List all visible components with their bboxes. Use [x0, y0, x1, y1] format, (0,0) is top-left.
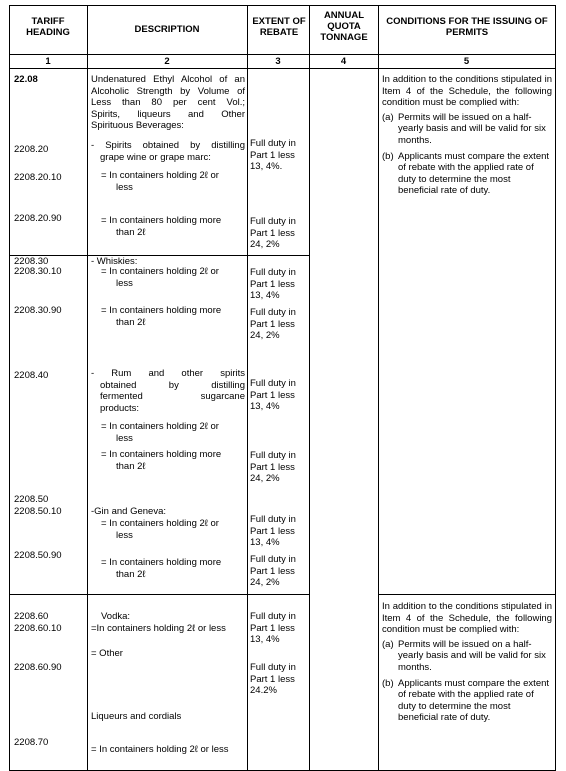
rebate-line: Full duty in	[250, 267, 296, 278]
description-2208-30: - Whiskies:	[91, 256, 138, 267]
rebate-line: Part 1 less	[250, 673, 295, 685]
rebate-2208-30-90	[250, 307, 308, 342]
description-2208-20-10	[101, 170, 245, 193]
table-border-top	[9, 5, 555, 6]
rebate-line: Part 1 less	[250, 227, 295, 239]
column-number-divider	[9, 68, 555, 69]
column-number: 2	[164, 56, 170, 67]
tariff-table	[9, 5, 555, 771]
description-line: than 2ℓ	[116, 460, 146, 472]
tariff-code: 2208.40	[14, 370, 49, 381]
column-divider	[247, 5, 248, 771]
column-number: 1	[45, 56, 51, 67]
description-line: less	[116, 529, 133, 541]
description-line: Spirituous Beverages:	[91, 120, 184, 132]
description-line: = In containers holding 2ℓ or	[101, 421, 219, 432]
rebate-line: Part 1 less	[250, 525, 295, 537]
condition-label: (a)	[382, 111, 394, 123]
rebate-line: Full duty in	[250, 611, 296, 622]
condition-text: Permits will be issued on a half-yearly basis and will be valid for six months.	[398, 111, 546, 146]
rebate-line: Full duty in	[250, 307, 296, 318]
row-divider	[9, 594, 309, 595]
rebate-2208-50-90	[250, 554, 308, 589]
condition-label: (b)	[382, 150, 394, 162]
row-divider	[9, 255, 309, 256]
description-line: less	[116, 432, 133, 444]
tariff-code: 2208.20.10	[14, 172, 62, 183]
conditions-intro: In addition to the conditions stipulated in Item 4 of the Schedule, the following condition must be complied with:	[382, 74, 552, 109]
rebate-line: 13, 4%	[250, 537, 280, 549]
rebate-line: Full duty in	[250, 378, 296, 389]
description-2208-70-10: = In containers holding 2ℓ or less	[91, 744, 229, 755]
rebate-line: Full duty in	[250, 450, 296, 461]
description-line: than 2ℓ	[116, 316, 146, 328]
description-line: less	[116, 181, 133, 193]
rebate-2208-40-large	[250, 450, 308, 485]
condition-item-b	[382, 151, 552, 197]
rebate-line: Part 1 less	[250, 389, 295, 401]
description-line: obtained by distilling	[100, 379, 245, 391]
condition-item-a	[382, 639, 552, 674]
table-border-right	[555, 5, 556, 771]
tariff-code: 2208.20	[14, 144, 49, 155]
rebate-line: 24, 2%	[250, 473, 280, 485]
tariff-code: 2208.30.10	[14, 266, 62, 277]
tariff-code: 2208.60	[14, 611, 49, 622]
description-2208-70: Liqueurs and cordials	[91, 711, 182, 722]
rebate-line: Part 1 less	[250, 461, 295, 473]
rebate-line: Part 1 less	[250, 318, 295, 330]
rebate-2208-30-10	[250, 267, 308, 302]
condition-text: Applicants must compare the extent of rebate with the applied rate of duty to determine the most beneficial rate of duty.	[398, 677, 550, 724]
description-line: = In containers holding 2ℓ or	[101, 170, 219, 181]
description-2208-50-10	[101, 518, 245, 541]
condition-label: (b)	[382, 677, 394, 689]
description-line: = In containers holding more	[101, 449, 222, 460]
tariff-code: 22.08	[14, 74, 38, 85]
description-line: Alcoholic Strength by Volume of	[91, 85, 245, 97]
header-extent-of-rebate: EXTENT OF REBATE	[252, 16, 306, 38]
description-2208-30-90	[101, 305, 245, 328]
description-line: = In containers holding more	[101, 557, 222, 568]
rebate-line: 13, 4%	[250, 290, 280, 302]
tariff-code: 2208.50	[14, 494, 49, 505]
description-line: = In containers holding 2ℓ or	[101, 266, 219, 277]
rebate-line: Part 1 less	[250, 278, 295, 290]
rebate-line: Full duty in	[250, 662, 296, 673]
description-line: - Spirits obtained by distilling	[91, 140, 245, 151]
description-2208-20-90	[101, 215, 245, 238]
description-2208	[91, 74, 245, 132]
description-2208-20	[91, 140, 245, 163]
rebate-line: Part 1 less	[250, 565, 295, 577]
rebate-2208-60-90	[250, 662, 308, 697]
description-line: = In containers holding more	[101, 215, 222, 226]
tariff-code: 2208.50.10	[14, 506, 62, 517]
description-line: = In containers holding more	[101, 305, 222, 316]
rebate-line: Part 1 less	[250, 622, 295, 634]
description-line: grape wine or grape marc:	[100, 151, 211, 163]
description-2208-60: Vodka:	[101, 611, 131, 622]
condition-item-b	[382, 678, 552, 724]
condition-text: Applicants must compare the extent of rebate with the applied rate of duty to determine the most beneficial rate of duty.	[398, 150, 550, 197]
rebate-line: Full duty in	[250, 554, 296, 565]
rebate-line: Full duty in	[250, 138, 296, 149]
rebate-line: 13, 4%	[250, 634, 280, 646]
rebate-2208-20-10	[250, 138, 308, 173]
tariff-code: 2208.30.90	[14, 305, 62, 316]
description-2208-60-90: = Other	[91, 648, 123, 659]
tariff-code: 2208.20.90	[14, 213, 62, 224]
description-line: - Rum and other spirits	[91, 368, 245, 379]
conditions-block	[382, 74, 552, 197]
column-number: 5	[463, 56, 470, 67]
conditions-intro: In addition to the conditions stipulated in Item 4 of the Schedule, the following condition must be complied with:	[382, 601, 552, 636]
condition-item-a	[382, 112, 552, 147]
tariff-code: 2208.70	[14, 737, 49, 748]
header-conditions: CONDITIONS FOR THE ISSUING OF PERMITS	[386, 16, 548, 38]
row-divider	[378, 594, 555, 595]
rebate-line: 24, 2%	[250, 330, 280, 342]
description-2208-40	[91, 368, 245, 414]
rebate-line: 24, 2%	[250, 577, 280, 589]
rebate-line: 13, 4%.	[250, 161, 283, 173]
rebate-line: Full duty in	[250, 216, 296, 227]
description-line: less	[116, 277, 133, 289]
rebate-2208-50-10	[250, 514, 308, 549]
rebate-2208-20-90	[250, 216, 308, 251]
table-border-left	[9, 5, 10, 771]
rebate-line: 13, 4%	[250, 401, 280, 413]
condition-text: Permits will be issued on a half-yearly basis and will be valid for six months.	[398, 638, 546, 673]
rebate-2208-60-10	[250, 611, 308, 646]
column-divider	[309, 5, 310, 771]
description-2208-60-10: =In containers holding 2ℓ or less	[91, 623, 226, 634]
description-line: Less than 80 per cent Vol.;	[91, 97, 245, 109]
tariff-code: 2208.30	[14, 256, 49, 267]
tariff-code: 2208.50.90	[14, 550, 62, 561]
tariff-code: 2208.60.10	[14, 623, 62, 634]
description-line: products:	[100, 402, 140, 414]
tariff-code: 2208.60.90	[14, 662, 62, 673]
description-2208-40-large	[101, 449, 245, 472]
header-tariff-heading: TARIFF HEADING	[26, 16, 70, 38]
rebate-line: Part 1 less	[250, 149, 295, 161]
description-line: than 2ℓ	[116, 226, 146, 238]
description-line: Spirits, liqueurs and Other	[91, 108, 245, 120]
rebate-line: Full duty in	[250, 514, 296, 525]
header-annual-quota-tonnage: ANNUAL QUOTA TONNAGE	[320, 10, 368, 43]
conditions-block	[382, 601, 552, 724]
rebate-line: 24.2%	[250, 685, 277, 697]
description-2208-30-10	[101, 266, 245, 289]
header-description: DESCRIPTION	[134, 24, 200, 35]
header-divider	[9, 54, 555, 55]
rebate-2208-40-small	[250, 378, 308, 413]
column-number: 3	[275, 56, 281, 67]
column-divider	[87, 5, 88, 771]
description-line: fermented sugarcane	[100, 391, 245, 403]
description-line: Undenatured Ethyl Alcohol of an	[91, 74, 245, 85]
condition-label: (a)	[382, 638, 394, 650]
description-2208-40-small	[101, 421, 245, 444]
rebate-line: 24, 2%	[250, 239, 280, 251]
column-divider	[378, 5, 379, 771]
column-number: 4	[340, 56, 347, 67]
description-line: than 2ℓ	[116, 568, 146, 580]
description-line: = In containers holding 2ℓ or	[101, 518, 219, 529]
description-2208-50: -Gin and Geneva:	[91, 506, 166, 517]
description-2208-50-90	[101, 557, 245, 580]
